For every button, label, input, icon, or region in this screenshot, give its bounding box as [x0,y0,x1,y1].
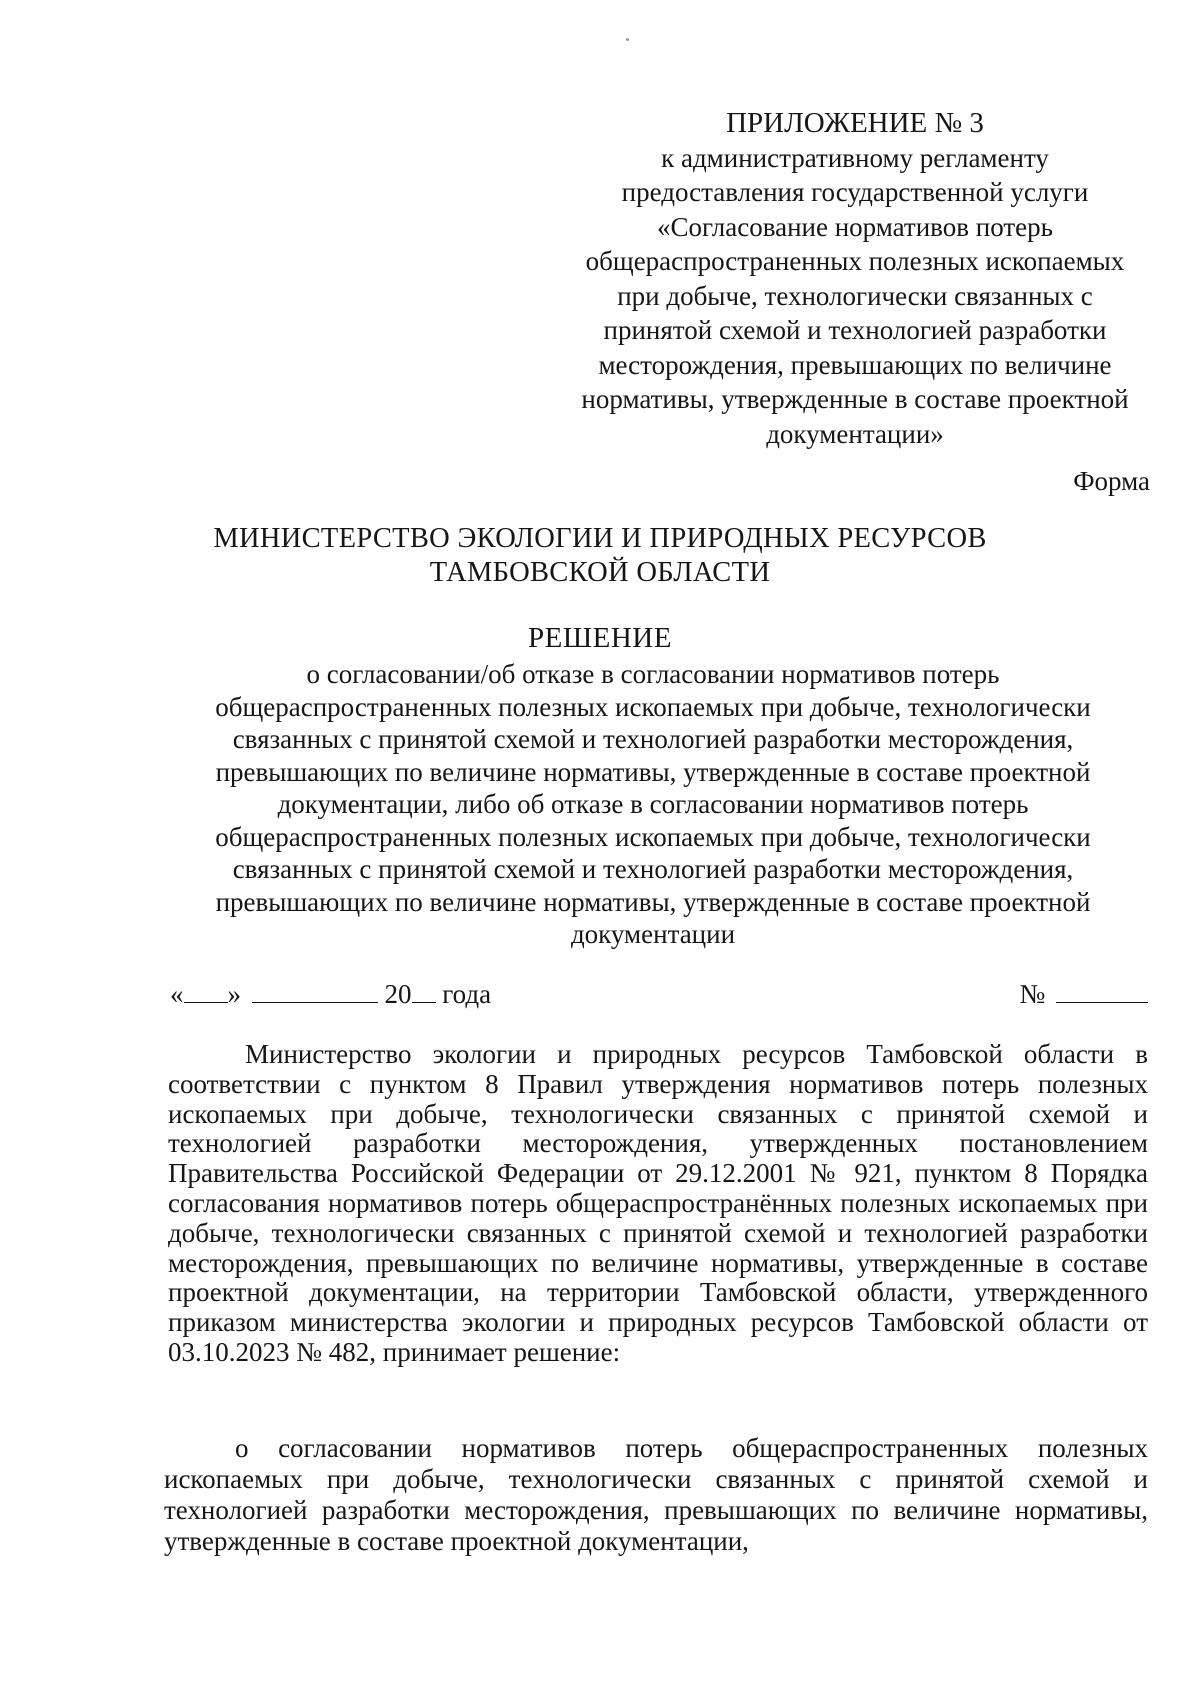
year-suffix: года [442,979,492,1009]
year-prefix: 20 [384,979,412,1009]
decision-line: превышающих по величине нормативы, утвержденные в составе проектной [215,756,1091,787]
appendix-heading: ПРИЛОЖЕНИЕ № 3 [726,107,984,139]
decision-line: о согласовании/об отказе в согласовании нормативов потерь [306,659,1000,689]
decision-line: документации, либо об отказе в согласовании нормативов потерь [277,789,1029,819]
ministry-title [160,522,1040,590]
number-label: № [1019,979,1046,1009]
decision-line: общераспространенных полезных ископаемых при добыче, технологически [215,821,1091,852]
form-label: Форма [1073,466,1150,496]
number-blank[interactable] [1056,980,1148,1003]
date-open-quote: « [170,979,184,1009]
decision-line: общераспространенных полезных ископаемых при добыче, технологически [215,691,1091,722]
month-blank[interactable] [252,980,378,1003]
decision-line: превышающих по величине нормативы, утвержденные в составе проектной [215,886,1091,917]
appendix-line: документации» [766,418,944,449]
date-field [170,979,491,1010]
appendix-line: месторождения, превышающих по величине [598,349,1112,380]
appendix-line: к административному регламенту [661,142,1049,173]
decision-line: документации [570,919,736,949]
decision-line: связанных с принятой схемой и технологией разработки месторождения, [232,854,1074,884]
appendix-line: нормативы, утвержденные в составе проектной [581,384,1129,414]
body-paragraph: Министерство экологии и природных ресурсов Тамбовской области в соответствии с пунктом 8 Правил утверждения нормативов потерь полезных ископаемых при добыче, технологически связанных с принятой схемой и технологией разработки месторождения, утвержденных постановлением Правительства Российской Федерации от 29.12.2001 № 921, пунктом 8 Порядка согласования нормативов потерь общераспространённых полезных ископаемых при добыче, технологически связанных с принятой схемой и технологией разработки месторождения, превышающих по величине нормативы, утвержденные в составе проектной документации, на территории Тамбовской области, утвержденного приказом министерства экологии и природных ресурсов Тамбовской области от 03.10.2023 № 482, принимает решение: [168,1039,1148,1367]
appendix-block [560,106,1150,451]
scan-artifact [626,38,629,41]
decision-subtitle [168,658,1138,951]
number-field [1019,979,1148,1010]
appendix-line: при добыче, технологически связанных с [617,280,1093,311]
appendix-line: общераспространенных полезных ископаемых [585,246,1125,276]
ministry-line: МИНИСТЕРСТВО ЭКОЛОГИИ И ПРИРОДНЫХ РЕСУРСОВ [213,523,987,554]
ministry-line: ТАМБОВСКОЙ ОБЛАСТИ [429,557,771,588]
appendix-line: предоставления государственной услуги [621,177,1089,207]
appendix-line: принятой схемой и технологией разработки [603,315,1107,345]
date-close-quote: » [227,979,241,1009]
decision-title: РЕШЕНИЕ [528,622,672,654]
day-blank[interactable] [184,980,228,1003]
decision-line: связанных с принятой схемой и технологией разработки месторождения, [232,724,1074,754]
year-blank[interactable] [412,980,436,1003]
body-paragraph: о согласовании нормативов потерь общераспространенных полезных ископаемых при добыче, технологически связанных с принятой схемой и технологией разработки месторождения, превышающих по величине нормативы, утвержденные в составе проектной документации, [164,1433,1148,1556]
appendix-line: «Согласование нормативов потерь [657,211,1053,242]
